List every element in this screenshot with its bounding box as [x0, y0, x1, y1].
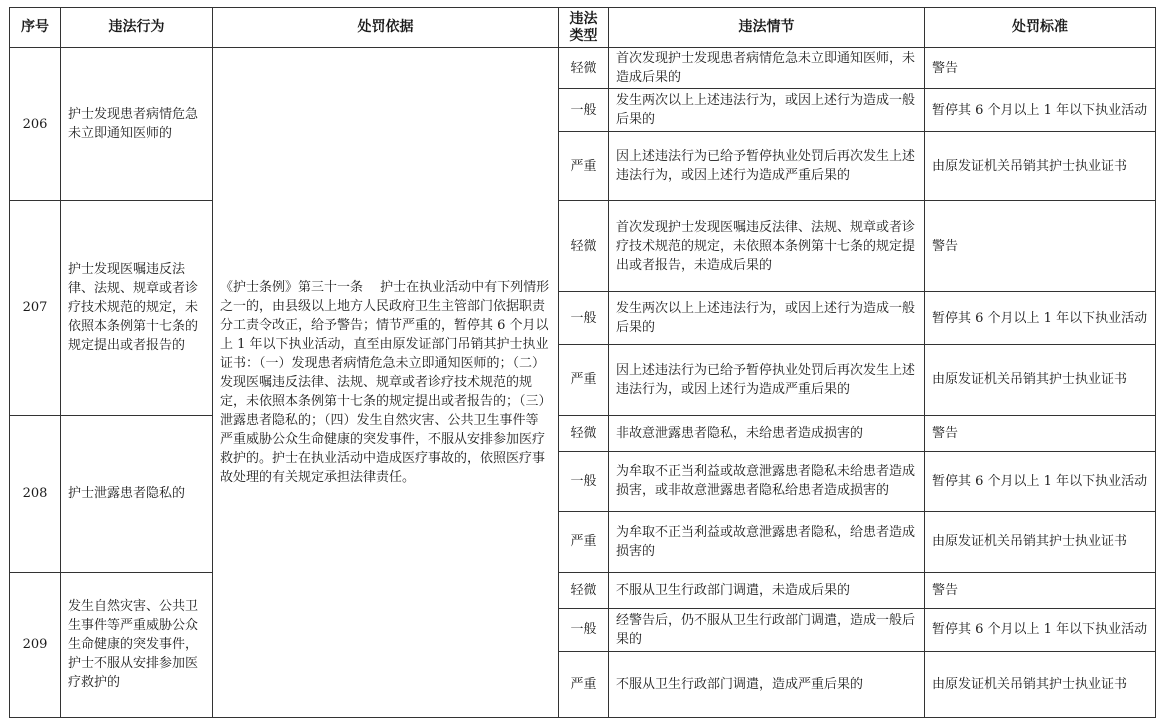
header-type: 违法 类型 — [559, 8, 609, 48]
circ-cell: 首次发现护士发现患者病情危急未立即通知医师，未造成后果的 — [609, 48, 925, 89]
type-cell: 严重 — [559, 511, 609, 572]
circ-cell: 为牟取不正当利益或故意泄露患者隐私，给患者造成损害的 — [609, 511, 925, 572]
type-cell: 一般 — [559, 451, 609, 511]
act-cell: 发生自然灾害、公共卫生事件等严重威胁公众生命健康的突发事件，护士不服从安排参加医疗救护的 — [61, 572, 213, 717]
circ-cell: 非故意泄露患者隐私，未给患者造成损害的 — [609, 415, 925, 451]
type-cell: 严重 — [559, 132, 609, 201]
circ-cell: 不服从卫生行政部门调遣，造成严重后果的 — [609, 651, 925, 717]
penalty-table — [9, 7, 1156, 718]
std-cell: 由原发证机关吊销其护士执业证书 — [925, 511, 1156, 572]
std-cell: 由原发证机关吊销其护士执业证书 — [925, 651, 1156, 717]
table-row — [10, 48, 1156, 89]
table-row — [10, 415, 1156, 451]
circ-cell: 因上述违法行为已给予暂停执业处罚后再次发生上述违法行为，或因上述行为造成严重后果的 — [609, 132, 925, 201]
seq-cell: 209 — [10, 572, 61, 717]
header-act: 违法行为 — [61, 8, 213, 48]
circ-cell: 经警告后，仍不服从卫生行政部门调遣，造成一般后果的 — [609, 608, 925, 651]
std-cell: 警告 — [925, 201, 1156, 292]
std-cell: 由原发证机关吊销其护士执业证书 — [925, 132, 1156, 201]
header-seq: 序号 — [10, 8, 61, 48]
std-cell: 暂停其 6 个月以上 1 年以下执业活动 — [925, 451, 1156, 511]
circ-cell: 发生两次以上上述违法行为，或因上述行为造成一般后果的 — [609, 292, 925, 345]
seq-cell: 207 — [10, 201, 61, 415]
header-row — [10, 8, 1156, 48]
type-cell: 一般 — [559, 292, 609, 345]
std-cell: 暂停其 6 个月以上 1 年以下执业活动 — [925, 608, 1156, 651]
table-row — [10, 201, 1156, 292]
circ-cell: 为牟取不正当利益或故意泄露患者隐私未给患者造成损害，或非故意泄露患者隐私给患者造成损害的 — [609, 451, 925, 511]
type-cell: 严重 — [559, 345, 609, 415]
seq-cell: 206 — [10, 48, 61, 201]
circ-cell: 发生两次以上上述违法行为，或因上述行为造成一般后果的 — [609, 89, 925, 132]
circ-cell: 首次发现护士发现医嘱违反法律、法规、规章或者诊疗技术规范的规定，未依照本条例第十七条的规定提出或者报告，未造成后果的 — [609, 201, 925, 292]
type-cell: 一般 — [559, 89, 609, 132]
std-cell: 警告 — [925, 572, 1156, 608]
type-cell: 严重 — [559, 651, 609, 717]
circ-cell: 不服从卫生行政部门调遣，未造成后果的 — [609, 572, 925, 608]
header-std: 处罚标准 — [925, 8, 1156, 48]
type-cell: 轻微 — [559, 415, 609, 451]
std-cell: 由原发证机关吊销其护士执业证书 — [925, 345, 1156, 415]
std-cell: 暂停其 6 个月以上 1 年以下执业活动 — [925, 292, 1156, 345]
type-cell: 一般 — [559, 608, 609, 651]
header-basis: 处罚依据 — [213, 8, 559, 48]
basis-cell: 《护士条例》第三十一条 护士在执业活动中有下列情形之一的，由县级以上地方人民政府卫生主管部门依据职责分工责令改正，给予警告；情节严重的，暂停其 6 个月以上 1 年以下执业活动，直至由原发证部门吊销其护士执业证书：（一）发现患者病情危急未立即通知医师的；（二）发现医嘱违反法律、法规、规章或者诊疗技术规范的规定，未依照本条例第十七条的规定提出或者报告的；（三）泄露患者隐私的；（四）发生自然灾害、公共卫生事件等严重威胁公众生命健康的突发事件，不服从安排参加医疗救护的。护士在执业活动中造成医疗事故的，依照医疗事故处理的有关规定承担法律责任。 — [213, 48, 559, 718]
act-cell: 护士泄露患者隐私的 — [61, 415, 213, 572]
type-cell: 轻微 — [559, 201, 609, 292]
std-cell: 警告 — [925, 415, 1156, 451]
circ-cell: 因上述违法行为已给予暂停执业处罚后再次发生上述违法行为，或因上述行为造成严重后果的 — [609, 345, 925, 415]
act-cell: 护士发现患者病情危急未立即通知医师的 — [61, 48, 213, 201]
std-cell: 警告 — [925, 48, 1156, 89]
type-cell: 轻微 — [559, 572, 609, 608]
act-cell: 护士发现医嘱违反法律、法规、规章或者诊疗技术规范的规定，未依照本条例第十七条的规定提出或者报告的 — [61, 201, 213, 415]
type-cell: 轻微 — [559, 48, 609, 89]
seq-cell: 208 — [10, 415, 61, 572]
std-cell: 暂停其 6 个月以上 1 年以下执业活动 — [925, 89, 1156, 132]
header-circ: 违法情节 — [609, 8, 925, 48]
table-row — [10, 572, 1156, 608]
